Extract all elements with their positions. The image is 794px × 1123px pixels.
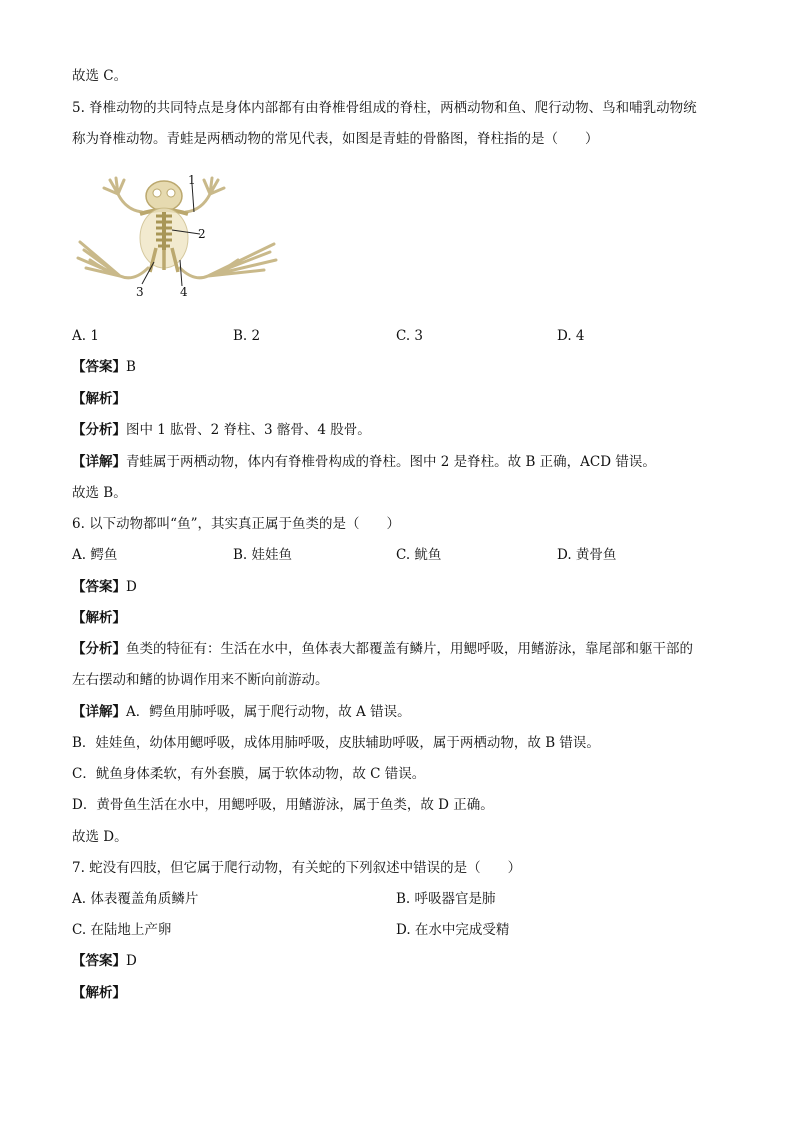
frog-right-hindleg bbox=[180, 244, 276, 278]
q6-xiangjie bbox=[72, 702, 411, 722]
q5-option-d: D. 4 bbox=[557, 328, 585, 344]
q6-line-d: D．黄骨鱼生活在水中，用鳃呼吸，用鳍游泳，属于鱼类，故 D 正确。 bbox=[72, 797, 494, 813]
figure-label-3: 3 bbox=[136, 285, 144, 299]
q5-xiangjie bbox=[72, 452, 656, 472]
q6-fenxi-text: 鱼类的特征有：生活在水中，鱼体表大都覆盖有鳞片，用鳃呼吸，用鳍游泳，靠尾部和躯干部的 bbox=[126, 641, 693, 657]
q5-option-b: B. 2 bbox=[233, 328, 261, 344]
q5-option-a: A. 1 bbox=[72, 328, 99, 344]
q5-analysis-heading: 【解析】 bbox=[72, 391, 126, 407]
q5-conclusion: 故选 B。 bbox=[72, 485, 127, 501]
q6-option-c: C. 鱿鱼 bbox=[396, 547, 442, 563]
q7-answer-value: D bbox=[126, 953, 137, 969]
q7-answer bbox=[72, 951, 137, 971]
figure-label-4: 4 bbox=[180, 285, 188, 299]
q6-answer-value: D bbox=[126, 579, 137, 595]
q6-answer bbox=[72, 577, 137, 597]
q5-fenxi bbox=[72, 420, 371, 440]
q6-conclusion: 故选 D。 bbox=[72, 829, 128, 845]
q6-fenxi-line1 bbox=[72, 639, 693, 659]
answer-tag: 【答案】 bbox=[72, 953, 126, 969]
q5-fenxi-text: 图中 1 肱骨、2 脊柱、3 髂骨、4 股骨。 bbox=[126, 422, 371, 438]
q7-option-d: D. 在水中完成受精 bbox=[396, 922, 510, 938]
figure-label-2: 2 bbox=[198, 227, 206, 241]
q7-stem: 7. 蛇没有四肢，但它属于爬行动物，有关蛇的下列叙述中错误的是（ ） bbox=[72, 860, 522, 876]
frog-skeleton-figure bbox=[74, 172, 284, 302]
q7-analysis-heading: 【解析】 bbox=[72, 985, 126, 1001]
fenxi-tag: 【分析】 bbox=[72, 641, 126, 657]
q5-xiangjie-text: 青蛙属于两栖动物，体内有脊椎骨构成的脊柱。图中 2 是脊柱。故 B 正确，ACD 错误。 bbox=[126, 454, 656, 470]
frog-left-foreleg bbox=[104, 178, 142, 212]
q5-option-c: C. 3 bbox=[396, 328, 424, 344]
q6-analysis-heading: 【解析】 bbox=[72, 610, 126, 626]
frog-skull bbox=[146, 181, 182, 211]
q6-option-d: D. 黄骨鱼 bbox=[557, 547, 617, 563]
q7-option-c: C. 在陆地上产卵 bbox=[72, 922, 172, 938]
q6-stem: 6. 以下动物都叫“鱼”，其实真正属于鱼类的是（ ） bbox=[72, 516, 400, 532]
q5-answer-value: B bbox=[126, 359, 136, 375]
xiangjie-tag: 【详解】 bbox=[72, 704, 126, 720]
fenxi-tag: 【分析】 bbox=[72, 422, 126, 438]
q5-stem-line1: 5. 脊椎动物的共同特点是身体内部都有由脊椎骨组成的脊柱，两栖动物和鱼、爬行动物、鸟和哺乳动物统 bbox=[72, 100, 697, 116]
q6-option-a: A. 鳄鱼 bbox=[72, 547, 118, 563]
q5-answer bbox=[72, 357, 136, 377]
q4-conclusion: 故选 C。 bbox=[72, 68, 128, 84]
q6-line-c: C．鱿鱼身体柔软，有外套膜，属于软体动物，故 C 错误。 bbox=[72, 766, 426, 782]
answer-tag: 【答案】 bbox=[72, 579, 126, 595]
q7-option-a: A. 体表覆盖角质鳞片 bbox=[72, 891, 199, 907]
xiangjie-tag: 【详解】 bbox=[72, 454, 126, 470]
figure-label-1: 1 bbox=[188, 173, 196, 187]
frog-pelvis bbox=[150, 248, 178, 272]
q6-line-b: B．娃娃鱼，幼体用鳃呼吸，成体用肺呼吸，皮肤辅助呼吸，属于两栖动物，故 B 错误。 bbox=[72, 735, 600, 751]
q6-xiangjie-a: A．鳄鱼用肺呼吸，属于爬行动物，故 A 错误。 bbox=[126, 704, 411, 720]
q6-fenxi-line2: 左右摆动和鳍的协调作用来不断向前游动。 bbox=[72, 672, 329, 688]
answer-tag: 【答案】 bbox=[72, 359, 126, 375]
q6-option-b: B. 娃娃鱼 bbox=[233, 547, 293, 563]
q5-stem-line2: 称为脊椎动物。青蛙是两栖动物的常见代表，如图是青蛙的骨骼图，脊柱指的是（ ） bbox=[72, 131, 599, 147]
q7-option-b: B. 呼吸器官是肺 bbox=[396, 891, 496, 907]
frog-left-hindleg bbox=[78, 242, 148, 278]
